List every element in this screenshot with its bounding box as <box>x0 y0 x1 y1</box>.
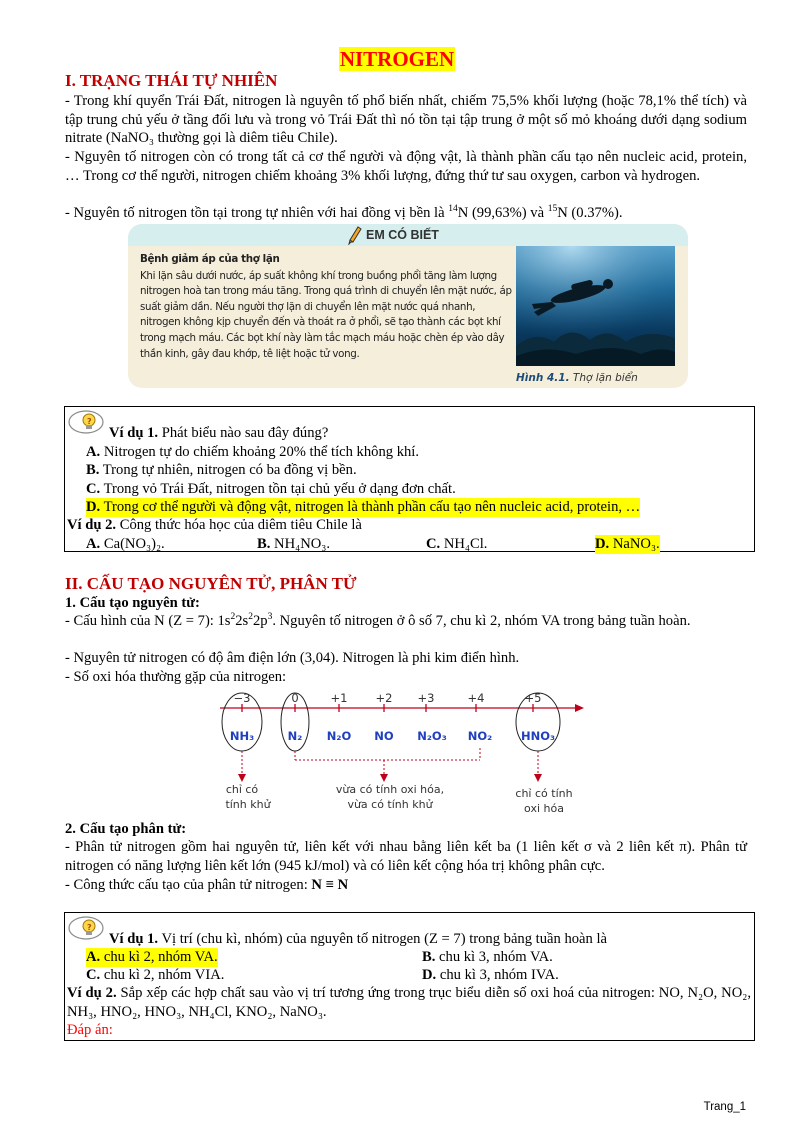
section-1-paragraph-3: - Nguyên tố nitrogen tồn tại trong tự nhiên với hai đồng vị bền là $^{14}$N (99,63%) và $^{15}$N (0.37%). <box>65 204 623 221</box>
molecule-structure-text: - Phân tử nitrogen gồm hai nguyên tử, liên kết với nhau bằng liên kết ba (1 liên kết σ và 2 liên kết π). Phân tử nitrogen có năng lượng liên kết lớn (945 kJ/mol) và có liên kết cộng hóa trị không phân cực. <box>65 839 747 874</box>
did-you-know-body: Khi lặn sâu dưới nước, áp suất không khí trong buồng phổi tăng làm lượng nitrogen hoà tan trong máu tăng. Trong quá trình di chuyển lên mặt nước, áp suất giảm dần. Nếu người thợ lặn di chuyển lên mặt nước quá nhanh, nitrogen không kịp chuyển đến và thoát ra ở phổi, sẽ tạo thành các bọt khí trong mạch máu. Các bọt khí này làm tắc mạch máu hoặc chèn ép vào dây thần kinh, gây đau khớp, tê liệt hoặc tử vong. <box>140 269 512 360</box>
subsection-atom-structure: 1. Cấu tạo nguyên tử: <box>65 595 200 611</box>
species-label-1: N₂ <box>287 729 303 743</box>
photo-caption: Hình 4.1. Thợ lặn biển <box>516 372 638 384</box>
example-3-option-a-correct: A. chu kì 2, nhóm VA. <box>86 949 218 965</box>
example-2-option-b: B. NH₄NO₃. <box>257 536 331 552</box>
did-you-know-label: EM CÓ BIẾT <box>366 228 439 242</box>
did-you-know-header <box>128 224 688 246</box>
electronegativity-text: - Nguyên tử nitrogen có độ âm điện lớn (3,04). Nitrogen là phi kim điển hình. <box>65 650 520 666</box>
example-2-option-d-correct: D. NaNO₃. <box>595 536 660 552</box>
species-label-3: NO <box>374 729 394 743</box>
example-1-option-b: B. Trong tự nhiên, nitrogen có ba đồng vị bền. <box>86 462 357 478</box>
page-number: Trang_1 <box>703 1101 746 1113</box>
structural-formula-text: - Công thức cấu tạo của phân tử nitrogen: N ≡ N <box>65 877 349 893</box>
state-label-4: +3 <box>417 691 435 705</box>
oxidation-axis-diagram <box>200 688 600 820</box>
diver-photo <box>516 246 675 366</box>
lightbulb-icon <box>67 915 107 941</box>
state-label-5: +4 <box>467 691 485 705</box>
example-3-option-b: B. chu kì 3, nhóm VA. <box>422 949 553 965</box>
example-2-question: Ví dụ 2. Công thức hóa học của diêm tiêu Chile là <box>67 517 362 533</box>
state-label-3: +2 <box>375 691 393 705</box>
species-label-6: HNO₃ <box>520 729 556 743</box>
example-box-1 <box>64 406 755 552</box>
note-right-2: oxi hóa <box>524 802 564 815</box>
species-label-2: N₂O <box>326 729 352 743</box>
example-3-question: Ví dụ 1. Vị trí (chu kì, nhóm) của nguyên tố nitrogen (Z = 7) trong bảng tuần hoàn là <box>109 931 607 947</box>
section-1-paragraph-2: - Nguyên tố nitrogen còn có trong tất cả cơ thể người và động vật, là thành phần cấu tạo nên nucleic acid, protein, … Trong cơ thể người, nitrogen chiếm khoảng 3% khối lượng, đứng thứ tư sau oxygen, carbon và hydrogen. <box>65 149 747 184</box>
state-labels <box>234 691 542 705</box>
example-box-2 <box>64 912 755 1041</box>
example-1-option-d-correct: D. Trong cơ thể người và động vật, nitrogen là thành phần cấu tạo nên nucleic acid, protein, … <box>86 499 641 515</box>
species-labels <box>230 729 555 743</box>
did-you-know-text <box>140 252 512 362</box>
subsection-molecule-structure: 2. Cấu tạo phân tử: <box>65 821 187 837</box>
note-mid-1: vừa có tính oxi hóa, <box>335 783 445 796</box>
did-you-know-box <box>128 224 688 388</box>
svg-text:?: ? <box>87 417 92 426</box>
connector-arrowheads <box>238 774 542 782</box>
state-label-6: +5 <box>524 691 542 705</box>
did-you-know-topic: Bệnh giảm áp của thợ lặn <box>140 253 280 265</box>
example-2-option-a: A. Ca(NO₃)₂. <box>86 536 165 552</box>
example-3-option-d: D. chu kì 3, nhóm IVA. <box>422 967 559 983</box>
example-1-option-c: C. Trong vỏ Trái Đất, nitrogen tồn tại chủ yếu ở dạng đơn chất. <box>86 481 456 497</box>
note-mid-2: vừa có tính khử <box>347 798 433 811</box>
axis-notes <box>225 783 572 815</box>
example-1-option-a: A. Nitrogen tự do chiếm khoảng 20% thể tích không khí. <box>86 444 419 460</box>
species-label-5: NO₂ <box>467 729 493 743</box>
pencil-icon <box>346 225 364 245</box>
note-left-1: chỉ có <box>225 783 259 796</box>
section-2-heading: II. CẤU TẠO NGUYÊN TỬ, PHÂN TỬ <box>65 574 357 593</box>
example-1-question: Ví dụ 1. Phát biểu nào sau đây đúng? <box>109 425 329 441</box>
example-2-option-c: C. NH₄Cl. <box>426 536 488 552</box>
electron-configuration-text: - Cấu hình của N (Z = 7): $1s^22s^22p^3$. Nguyên tố nitrogen ở ô số 7, chu kì 2, nhóm VA trong bảng tuần hoàn. <box>65 612 691 629</box>
species-label-4: N₂O₃ <box>417 729 447 743</box>
svg-text:?: ? <box>87 923 92 932</box>
example-3-option-c: C. chu kì 2, nhóm VIA. <box>86 967 225 983</box>
state-label-2: +1 <box>330 691 348 705</box>
oxidation-states-intro: - Số oxi hóa thường gặp của nitrogen: <box>65 669 287 685</box>
note-right-1: chỉ có tính <box>515 787 573 800</box>
section-1-heading: I. TRẠNG THÁI TỰ NHIÊN <box>65 71 278 90</box>
species-label-0: NH₃ <box>229 729 255 743</box>
axis-arrowhead <box>575 704 584 712</box>
diver-illustration <box>516 246 675 366</box>
lightbulb-icon <box>67 409 107 435</box>
state-label-0: −3 <box>233 691 251 705</box>
section-1-paragraph-1: - Trong khí quyển Trái Đất, nitrogen là nguyên tố phổ biến nhất, chiếm 75,5% khối lượng (hoặc 78,1% thể tích) và tập trung chủ yếu ở tầng đối lưu và trong vỏ Trái Đất thì nó tồn tại tập trung ở một số mỏ khoáng dưới dạng sodium nitrate (NaNO₃ thường gọi là diêm tiêu Chile). <box>65 93 747 147</box>
connector-lines <box>242 748 538 776</box>
note-left-2: tính khử <box>225 798 271 811</box>
answer-label: Đáp án: <box>67 1022 113 1038</box>
example-4-question: Ví dụ 2. Sắp xếp các hợp chất sau vào vị trí tương ứng trong trục biểu diễn số oxi hoá của nitrogen: NO, N₂O, NO₂, NH₃, HNO₂, HNO₃, NH₄Cl, KNO₂, NaNO₃. <box>67 985 751 1020</box>
page-title: NITROGEN <box>339 47 455 71</box>
state-label-1: 0 <box>291 691 299 705</box>
